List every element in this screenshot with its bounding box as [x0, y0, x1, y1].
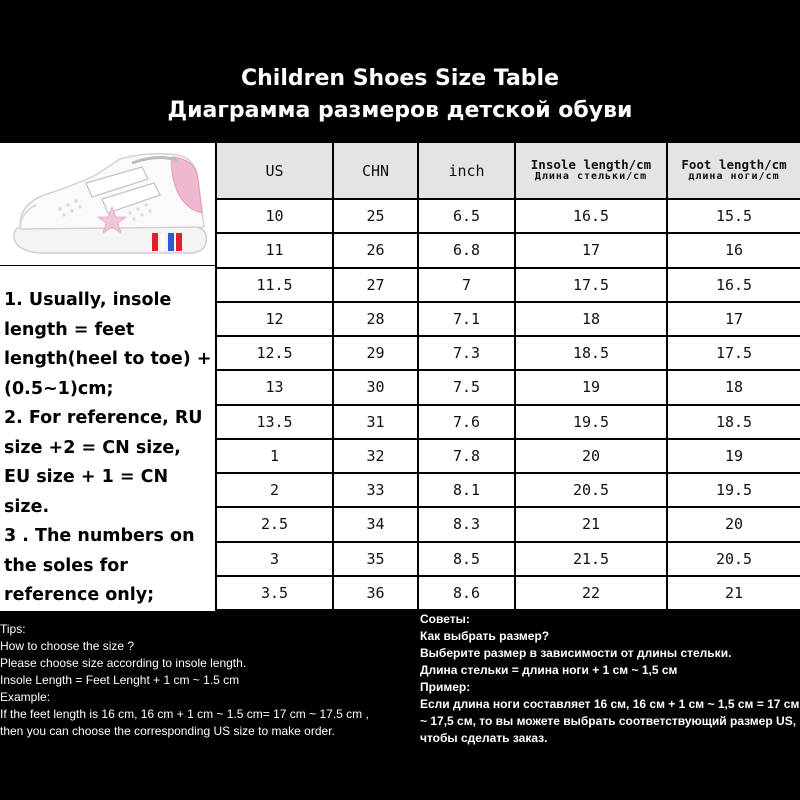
note-line: size.: [4, 496, 50, 517]
cell-us: 2: [216, 473, 333, 507]
cell-insole: 19.5: [515, 405, 667, 439]
cell-us: 12.5: [216, 336, 333, 370]
note-line: 2. For reference, RU: [4, 408, 203, 428]
table-row: [216, 302, 800, 336]
cell-inch: 7.8: [418, 439, 515, 473]
cell-insole: 20: [515, 439, 667, 473]
cell-chn: 26: [333, 233, 418, 267]
cell-us: 2.5: [216, 507, 333, 541]
table-row: [216, 370, 800, 404]
cell-foot: 15.5: [667, 199, 800, 233]
header-insole-label-ru: Длина стельки/cm: [534, 171, 648, 182]
header-us: US: [216, 142, 333, 199]
cell-us: 3.5: [216, 576, 333, 610]
note-line: length = feet: [4, 319, 135, 340]
tip-line: Example:: [0, 690, 51, 704]
cell-foot: 17: [667, 302, 800, 336]
cell-us: 13.5: [216, 405, 333, 439]
cell-foot: 20: [667, 507, 800, 541]
size-notes: [0, 266, 215, 611]
tip-example-ru: Если длина ноги составляет 16 см, 16 см + 1 см ~ 1,5 см = 17 см ~ 17,5 см, то вы можете выбрать соответствующий размер US, чтобы сделать заказ.: [420, 697, 800, 745]
header-insole-label: Insole length/cm: [530, 157, 652, 172]
cell-inch: 8.6: [418, 576, 515, 610]
note-line: length(heel to toe) +: [4, 349, 212, 369]
table-row: [216, 439, 800, 473]
cell-inch: 7.3: [418, 336, 515, 370]
cell-inch: 6.8: [418, 233, 515, 267]
cell-chn: 34: [333, 507, 418, 541]
size-table-body: [216, 199, 800, 610]
header-foot-length: [667, 142, 800, 199]
cell-us: 12: [216, 302, 333, 336]
cell-chn: 33: [333, 473, 418, 507]
cell-foot: 19.5: [667, 473, 800, 507]
cell-chn: 25: [333, 199, 418, 233]
table-row: [216, 268, 800, 302]
table-row: [216, 199, 800, 233]
tip-line-ru: Выберите размер в зависимости от длины стельки.: [420, 646, 732, 660]
cell-foot: 19: [667, 439, 800, 473]
table-row: [216, 473, 800, 507]
tip-line-ru: Пример:: [420, 680, 471, 694]
cell-foot: 18.5: [667, 405, 800, 439]
cell-inch: 7.1: [418, 302, 515, 336]
cell-chn: 30: [333, 370, 418, 404]
cell-chn: 35: [333, 542, 418, 576]
cell-inch: 8.1: [418, 473, 515, 507]
cell-chn: 27: [333, 268, 418, 302]
tips-english: [0, 621, 410, 740]
tip-line: then you can choose the corresponding US size to make order.: [0, 724, 335, 738]
tip-line-ru: Длина стельки = длина ноги + 1 см ~ 1,5 см: [420, 663, 678, 677]
cell-us: 1: [216, 439, 333, 473]
header-foot-label: Foot length/cm: [681, 157, 787, 172]
cell-chn: 36: [333, 576, 418, 610]
cell-insole: 16.5: [515, 199, 667, 233]
shoe-image: [0, 143, 215, 265]
cell-insole: 21: [515, 507, 667, 541]
header-foot-label-ru: длина ноги/cm: [688, 171, 780, 182]
cell-chn: 32: [333, 439, 418, 473]
table-row: [216, 542, 800, 576]
cell-insole: 18.5: [515, 336, 667, 370]
cell-us: 11: [216, 233, 333, 267]
page-title: Children Shoes Size Table: [240, 66, 560, 91]
cell-chn: 28: [333, 302, 418, 336]
cell-foot: 16: [667, 233, 800, 267]
cell-chn: 29: [333, 336, 418, 370]
note-line: 1. Usually, insole: [4, 290, 172, 310]
cell-inch: 7.6: [418, 405, 515, 439]
cell-foot: 18: [667, 370, 800, 404]
cell-insole: 17: [515, 233, 667, 267]
cell-inch: 7: [418, 268, 515, 302]
cell-chn: 31: [333, 405, 418, 439]
cell-us: 3: [216, 542, 333, 576]
cell-insole: 18: [515, 302, 667, 336]
cell-foot: 21: [667, 576, 800, 610]
cell-foot: 20.5: [667, 542, 800, 576]
cell-inch: 6.5: [418, 199, 515, 233]
cell-inch: 8.3: [418, 507, 515, 541]
cell-foot: 16.5: [667, 268, 800, 302]
tip-line: Insole Length = Feet Lenght + 1 cm ~ 1.5 cm: [0, 673, 240, 687]
cell-inch: 7.5: [418, 370, 515, 404]
cell-insole: 21.5: [515, 542, 667, 576]
note-line: EU size + 1 = CN: [4, 467, 169, 487]
table-row: [216, 507, 800, 541]
sneaker-illustration: [0, 143, 215, 265]
header-inch: inch: [418, 142, 515, 199]
table-header-row: [216, 142, 800, 199]
header-chn: CHN: [333, 142, 418, 199]
page-subtitle: Диаграмма размеров детской обуви: [167, 98, 633, 123]
note-line: reference only;: [4, 585, 155, 605]
tip-line: If the feet length is 16 cm, 16 cm + 1 cm ~ 1.5 cm= 17 cm ~ 17.5 cm ,: [0, 707, 369, 721]
table-row: [216, 336, 800, 370]
note-line: 3 . The numbers on: [4, 526, 195, 546]
table-row: [216, 405, 800, 439]
size-table: [215, 141, 800, 611]
cell-us: 13: [216, 370, 333, 404]
tip-line: Please choose size according to insole length.: [0, 656, 247, 670]
table-row: [216, 576, 800, 610]
note-line: the soles for: [4, 555, 128, 576]
tip-line-ru: Советы:: [420, 612, 470, 626]
cell-foot: 17.5: [667, 336, 800, 370]
cell-insole: 19: [515, 370, 667, 404]
header-insole-length: [515, 142, 667, 199]
note-line: size +2 = CN size,: [4, 437, 181, 458]
tip-line-ru: Как выбрать размер?: [420, 629, 550, 643]
tip-line: How to choose the size ?: [0, 639, 135, 653]
tips-russian: [420, 611, 800, 747]
cell-us: 10: [216, 199, 333, 233]
cell-insole: 20.5: [515, 473, 667, 507]
cell-insole: 22: [515, 576, 667, 610]
cell-insole: 17.5: [515, 268, 667, 302]
tip-line: Tips:: [0, 622, 26, 636]
table-row: [216, 233, 800, 267]
cell-inch: 8.5: [418, 542, 515, 576]
cell-us: 11.5: [216, 268, 333, 302]
note-line: (0.5~1)cm;: [4, 378, 114, 399]
